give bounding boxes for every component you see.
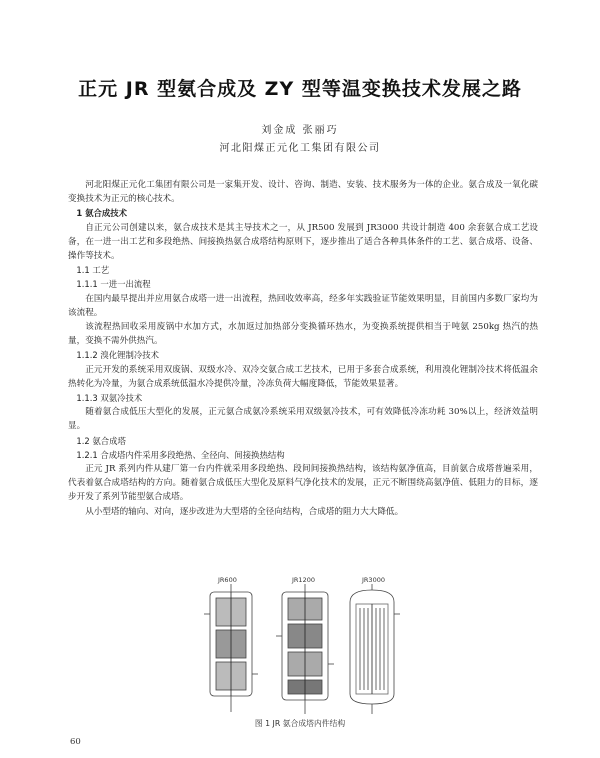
subsubsection-heading: 1.1.1 一进一出流程 — [76, 279, 151, 290]
section-heading: 1 氨合成技术 — [76, 208, 128, 219]
authors: 刘金成 张丽巧 — [261, 125, 339, 136]
paragraph: 正元开发的系统采用双废锅、双级水冷、双冷交氨合成工艺技术，已用于多套合成系统，利用溴化锂制冷技术将低温余热转化为冷量，为氨合成系统低温水冷提供冷量，冷冻负荷大幅度降低，节能效果显著。 — [68, 364, 538, 389]
jr1200-drawing — [276, 584, 334, 714]
paragraph: 自正元公司创建以来，氨合成技术是其主导技术之一，从 JR500 发展到 JR3000 共设计制造 400 余套氨合成工艺设备，在一进一出工艺和多段绝热、间接换热氨合成塔结构原则下，逐步推出了适合各种具体条件的工艺、氨合成塔、设备、操作等技术。 — [68, 222, 538, 262]
subsubsection-heading: 1.1.2 溴化锂制冷技术 — [76, 350, 159, 361]
subsubsection-heading: 1.2.1 合成塔内件采用多段绝热、全径向、间接换热结构 — [76, 449, 285, 460]
converter-internals-figure — [200, 576, 430, 716]
paper-title: 正元 JR 型氨合成及 ZY 型等温变换技术发展之路 — [78, 78, 522, 100]
paragraph: 正元 JR 系列内件从建厂第一台内件就采用多段绝热、段间间接换热结构，该结构氨净值高，目前氨合成塔普遍采用，代表着氨合成塔结构的方向。随着氨合成低压大型化及原料气净化技术的发展，正元不断围绕高氨净值、低阻力的目标，逐步开发了系列节能型氨合成塔。 — [68, 464, 538, 503]
affiliation: 河北阳煤正元化工集团有限公司 — [219, 143, 381, 154]
figure-caption: 图 1 JR 氨合成塔内件结构 — [254, 719, 346, 728]
jr3000-drawing — [350, 584, 400, 714]
intro-paragraph: 河北阳煤正元化工集团有限公司是一家集开发、设计、咨询、制造、安装、技术服务为一体的企业。氨合成及一氧化碳变换技术为正元的核心技术。 — [68, 180, 538, 205]
converter-drawings — [200, 584, 430, 716]
paragraph: 该流程热回收采用废锅中水加方式，水加返过加热部分变换循环热水，为变换系统提供相当于吨氨 250kg 热汽的热量，变换不需外供热汽。 — [68, 322, 538, 347]
paragraph: 在国内最早提出并应用氨合成塔一进一出流程，热回收效率高，经多年实践验证节能效果明显，目前国内多数厂家均为该流程。 — [68, 293, 538, 318]
subsubsection-heading: 1.1.3 双氨冷技术 — [76, 393, 143, 404]
figure-label-jr600: JR600 — [218, 576, 237, 584]
figure-label-jr3000: JR3000 — [362, 576, 385, 584]
paragraph: 随着氨合成低压大型化的发展，正元氨合成氨冷系统采用双级氨冷技术，可有效降低冷冻功耗 30%以上，经济效益明显。 — [68, 407, 538, 432]
page-number: 60 — [70, 737, 81, 747]
subsection-heading: 1.1 工艺 — [76, 265, 110, 276]
article-body — [68, 178, 538, 519]
paragraph: 从小型塔的轴向、对向，逐步改进为大型塔的全径向结构，合成塔的阻力大大降低。 — [85, 506, 404, 517]
figure-label-jr1200: JR1200 — [292, 576, 315, 584]
subsection-heading: 1.2 氨合成塔 — [76, 435, 126, 446]
jr600-drawing — [204, 584, 258, 712]
